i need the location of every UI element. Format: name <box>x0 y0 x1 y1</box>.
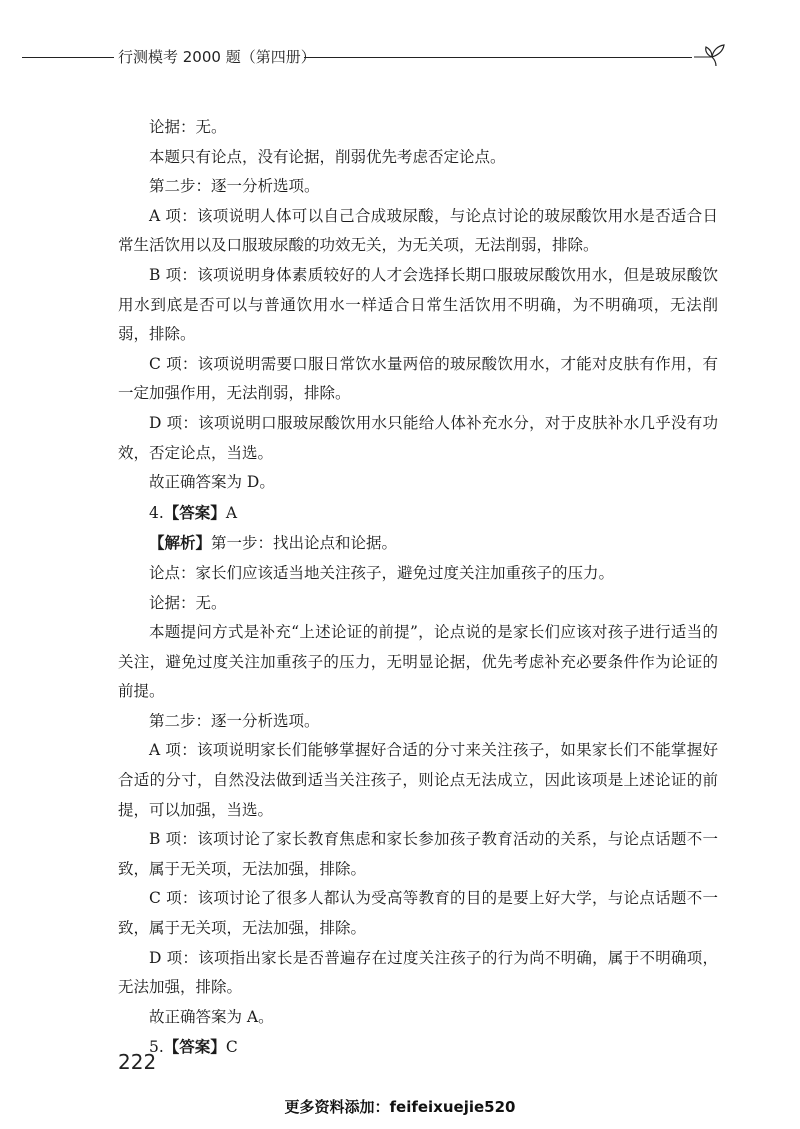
paragraph: D 项：该项说明口服玻尿酸饮用水只能给人体补充水分，对于皮肤补水几乎没有功效，否定论点，当选。 <box>118 413 718 462</box>
paragraph: 论点：家长们应该适当地关注孩子，避免过度关注加重孩子的压力。 <box>149 563 615 582</box>
paragraph: 第二步：逐一分析选项。 <box>149 711 320 730</box>
page-number: 222 <box>118 1050 157 1074</box>
answer-label: 【答案】 <box>163 1037 226 1057</box>
paragraph: 本题只有论点，没有论据，削弱优先考虑否定论点。 <box>149 147 506 166</box>
answer-value: C <box>225 1038 238 1057</box>
paragraph: 故正确答案为 D。 <box>149 473 275 492</box>
question-5-answer-line <box>118 1032 718 1063</box>
main-text <box>118 113 718 1063</box>
header-rule-left <box>22 57 114 58</box>
paragraph: 论据：无。 <box>149 118 227 136</box>
question-4-answer-line <box>118 498 718 529</box>
paragraph: 论据：无。 <box>149 593 227 612</box>
sprout-icon <box>692 40 732 68</box>
running-header <box>22 40 778 80</box>
paragraph: 第二步：逐一分析选项。 <box>149 177 320 196</box>
book-title: 行测模考 2000 题（第四册） <box>118 48 316 66</box>
paragraph: 本题提问方式是补充“上述论证的前提”，论点说的是家长们应该对孩子进行适当的关注，避免过度关注加重孩子的压力，无明显论据，优先考虑补充必要条件作为论证的前提。 <box>118 623 718 701</box>
question-number: 5. <box>149 1038 164 1057</box>
paragraph: 故正确答案为 A。 <box>149 1007 274 1026</box>
header-rule-right <box>304 57 692 58</box>
question-number: 4. <box>149 503 164 522</box>
paragraph: A 项：该项说明家长们能够掌握好合适的分寸来关注孩子，如果家长们不能掌握好合适的分寸，自然没法做到适当关注孩子，则论点无法成立，因此该项是上述论证的前提，可以加强，当选。 <box>118 741 718 819</box>
analysis-label: 【解析】 <box>149 533 212 553</box>
paragraph: C 项：该项说明需要口服日常饮水量两倍的玻尿酸饮用水，才能对皮肤有作用，有一定加强作用，无法削弱，排除。 <box>118 354 718 403</box>
question-4-analysis-line <box>118 528 718 559</box>
analysis-text: 第一步：找出论点和论据。 <box>211 534 398 553</box>
paragraph: B 项：该项讨论了家长教育焦虑和家长参加孩子教育活动的关系，与论点话题不一致，属于无关项，无法加强，排除。 <box>118 830 718 878</box>
answer-label: 【答案】 <box>163 502 226 522</box>
paragraph: A 项：该项说明人体可以自己合成玻尿酸，与论点讨论的玻尿酸饮用水是否适合日常生活饮用以及口服玻尿酸的功效无关，为无关项，无法削弱，排除。 <box>118 206 718 255</box>
footer-contact-note: 更多资料添加：feifeixuejie520 <box>284 1098 516 1116</box>
answer-value: A <box>225 503 238 522</box>
paragraph: D 项：该项指出家长是否普遍存在过度关注孩子的行为尚不明确，属于不明确项，无法加强，排除。 <box>118 948 718 997</box>
paragraph: B 项：该项说明身体素质较好的人才会选择长期口服玻尿酸饮用水，但是玻尿酸饮用水到底是否可以与普通饮用水一样适合日常生活饮用不明确，为不明确项，无法削弱，排除。 <box>118 265 718 344</box>
paragraph: C 项：该项讨论了很多人都认为受高等教育的目的是要上好大学，与论点话题不一致，属于无关项，无法加强，排除。 <box>118 889 718 938</box>
